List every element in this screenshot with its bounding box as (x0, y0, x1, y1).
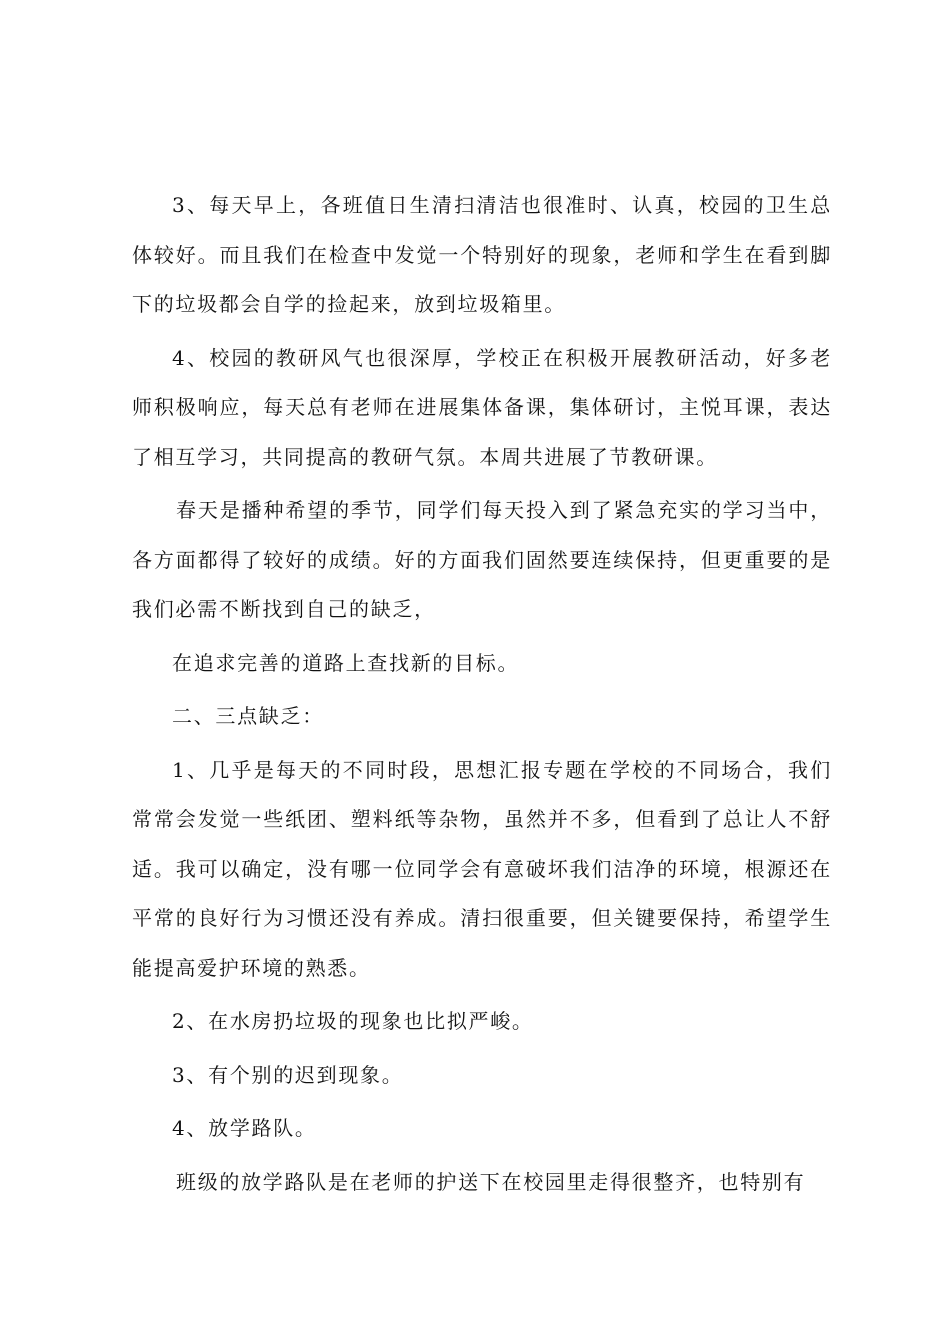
paragraph-spring: 春天是播种希望的季节，同学们每天投入到了紧急充实的学习当中，各方面都得了较好的成绩。好的方面我们固然要连续保持，但更重要的是我们必需不断找到自己的缺乏， (132, 498, 832, 621)
paragraph-lateness: 3、有个别的迟到现象。 (172, 1062, 404, 1087)
document-body (132, 181, 832, 1207)
paragraph-water-room: 2、在水房扔垃圾的现象也比拟严峻。 (172, 1009, 534, 1033)
paragraph-class-queue: 班级的放学路队是在老师的护送下在校园里走得很整齐，也特别有 (176, 1169, 806, 1194)
section-heading-shortcomings: 二、三点缺乏： (172, 704, 324, 728)
paragraph-new-goals: 在追求完善的道路上查找新的目标。 (172, 650, 520, 675)
paragraph-litter: 1、几乎是每天的不同时段，思想汇报专题在学校的不同场合，我们常常会发觉一些纸团、塑料纸等杂物，虽然并不多，但看到了总让人不舒适。我可以确定，没有哪一位同学会有意破坏我们洁净的环境，根源还在平常的良好行为习惯还没有养成。清扫很重要，但关键要保持，希望学生能提高爱护环境的熟悉。 (132, 757, 832, 980)
paragraph-teaching-research: 4、校园的教研风气也很深厚，学校正在积极开展教研活动，好多老师积极响应，每天总有老师在进展集体备课，集体研讨，主悦耳课，表达了相互学习，共同提高的教研气氛。本周共进展了节教研课。 (132, 345, 832, 469)
paragraph-dismissal-queue: 4、放学路队。 (172, 1116, 317, 1140)
paragraph-cleaning: 3、每天早上，各班值日生清扫清洁也很准时、认真，校园的卫生总体较好。而且我们在检查中发觉一个特别好的现象，老师和学生在看到脚下的垃圾都会自学的捡起来，放到垃圾箱里。 (132, 193, 832, 316)
